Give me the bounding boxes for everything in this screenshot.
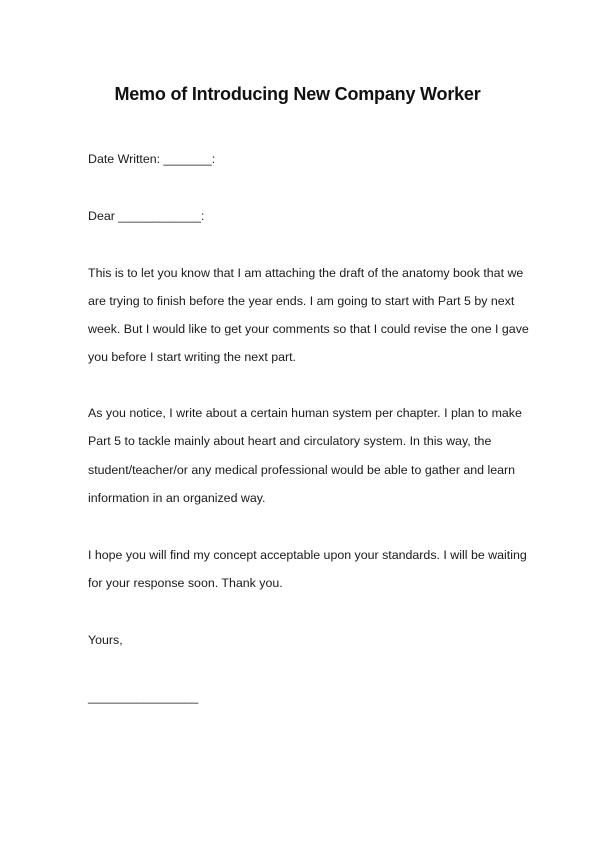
paragraph-line: student/teacher/or any medical professional would be able to gather and learn <box>88 463 516 477</box>
paragraph-line: are trying to finish before the year ends. I am going to start with Part 5 by next <box>88 294 515 308</box>
date-written-line: Date Written: _______: <box>88 152 216 166</box>
paragraph-line: I hope you will find my concept acceptable upon your standards. I will be waiting <box>88 548 527 562</box>
signature-line: ________________ <box>88 690 199 704</box>
paragraph-line: This is to let you know that I am attaching the draft of the anatomy book that we <box>88 266 524 280</box>
paragraph-line: week. But I would like to get your comments so that I could revise the one I gave <box>88 322 529 336</box>
salutation-line: Dear ____________: <box>88 209 205 223</box>
paragraph-line: Part 5 to tackle mainly about heart and circulatory system. In this way, the <box>88 434 492 448</box>
paragraph-line: you before I start writing the next part. <box>88 350 296 364</box>
paragraph-line: As you notice, I write about a certain human system per chapter. I plan to make <box>88 406 522 420</box>
closing-line: Yours, <box>88 633 123 647</box>
memo-title: Memo of Introducing New Company Worker <box>114 84 481 104</box>
paragraph-line: information in an organized way. <box>88 491 266 505</box>
paragraph-line: for your response soon. Thank you. <box>88 576 283 590</box>
